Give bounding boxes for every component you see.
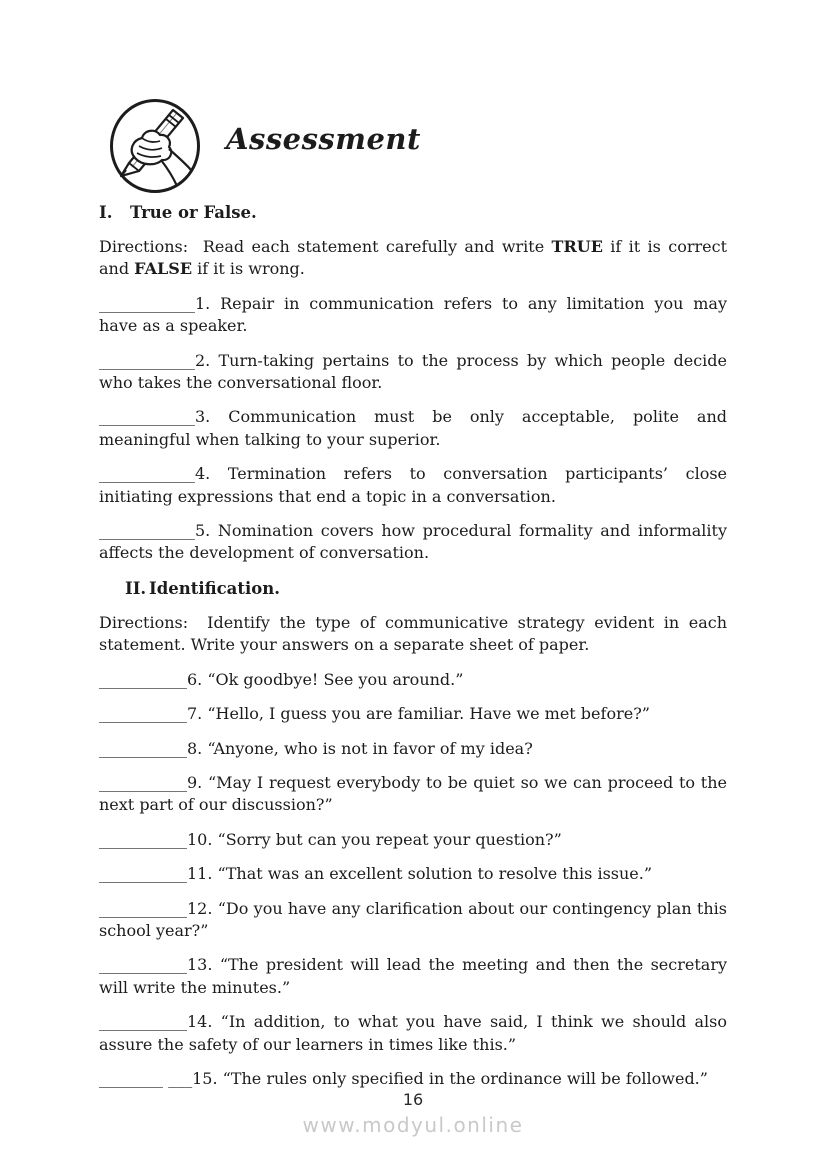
item-text: 7. “Hello, I guess you are familiar. Have we met before?”: [187, 704, 650, 724]
item-text: 9. “May I request everybody to be quiet so we can proceed to the next part of our discussion?”: [99, 772, 727, 815]
answer-blank: ___________: [99, 864, 187, 884]
answer-blank: ____________: [99, 521, 195, 541]
item-text: 11. “That was an excellent solution to resolve this issue.”: [187, 864, 653, 884]
tf-item-3: [99, 406, 727, 451]
item-text: 15. “The rules only specified in the ordinance will be followed.”: [192, 1068, 708, 1088]
id-item-14: [99, 1011, 727, 1056]
item-text: 1. Repair in communication refers to any limitation you may have as a speaker.: [99, 293, 727, 336]
answer-blank: ___________: [99, 669, 187, 689]
id-item-13: [99, 954, 727, 999]
answer-blank: ____________: [99, 293, 195, 313]
item-text: 2. Turn-taking pertains to the process by which people decide who takes the conversational floor.: [99, 350, 727, 393]
watermark-url: www.modyul.online: [302, 1113, 524, 1137]
item-text: 14. “In addition, to what you have said, I think we should also assure the safety of our learners in times like this.”: [99, 1012, 727, 1054]
keyword-true: TRUE: [551, 237, 603, 256]
directions-true-or-false: [99, 236, 727, 281]
id-item-12: [99, 898, 727, 943]
answer-blank: ___________: [99, 1012, 187, 1032]
answer-blank: ____________: [99, 407, 195, 427]
item-text: 3. Communication must be only acceptable, polite and meaningful when talking to your superior.: [99, 407, 727, 449]
id-item-10: [99, 829, 727, 851]
section-numeral: II.: [125, 578, 147, 598]
answer-blank: ___________: [99, 898, 187, 918]
item-text: 4. Termination refers to conversation participants’ close initiating expressions that end a topic in a conversation.: [99, 464, 727, 506]
tf-item-2: [99, 350, 727, 395]
id-item-15: [99, 1068, 727, 1090]
page-number: 16: [402, 1090, 424, 1109]
item-text: 8. “Anyone, who is not in favor of my idea?: [187, 738, 533, 758]
item-text: 12. “Do you have any clarification about our contingency plan this school year?”: [99, 898, 727, 940]
answer-blank: ___________: [99, 955, 187, 975]
id-item-7: [99, 703, 727, 725]
directions-text: if it is wrong.: [192, 259, 305, 279]
section-numeral: I.: [99, 203, 113, 222]
answer-blank: ___________: [99, 772, 187, 792]
answer-blank: ____________: [99, 464, 195, 484]
directions-text: if it is correct and: [99, 237, 727, 279]
item-text: 10. “Sorry but can you repeat your question?”: [187, 829, 562, 849]
id-item-8: [99, 738, 727, 760]
answer-blank: ________ ___: [99, 1068, 193, 1088]
id-item-6: [99, 669, 727, 691]
keyword-false: FALSE: [134, 259, 193, 279]
tf-item-5: [99, 520, 727, 565]
answer-blank: ___________: [99, 738, 187, 758]
item-text: 5. Nomination covers how procedural formality and informality affects the development of conversation.: [99, 521, 727, 563]
assessment-header: [109, 98, 727, 194]
section-heading-label: Identification.: [149, 578, 281, 598]
id-item-11: [99, 863, 727, 885]
directions-identification: Directions: Identify the type of communicative strategy evident in each statement. Write your answers on a separate sheet of paper.: [99, 612, 727, 655]
section-heading-true-or-false: [99, 202, 727, 224]
id-item-9: [99, 772, 727, 817]
answer-blank: ____________: [99, 350, 195, 370]
tf-item-4: [99, 463, 727, 508]
writing-hand-icon: [109, 98, 201, 194]
section-heading-label: True or False.: [130, 203, 257, 222]
answer-blank: ___________: [99, 704, 187, 724]
answer-blank: ___________: [99, 829, 187, 849]
section-heading-identification: [125, 578, 727, 600]
item-text: 13. “The president will lead the meeting and then the secretary will write the minutes.”: [99, 955, 727, 997]
item-text: 6. “Ok goodbye! See you around.”: [187, 669, 464, 689]
tf-item-1: [99, 293, 727, 338]
page-title: Assessment: [226, 122, 421, 156]
directions-text: Directions: Read each statement carefully and write: [99, 237, 552, 256]
